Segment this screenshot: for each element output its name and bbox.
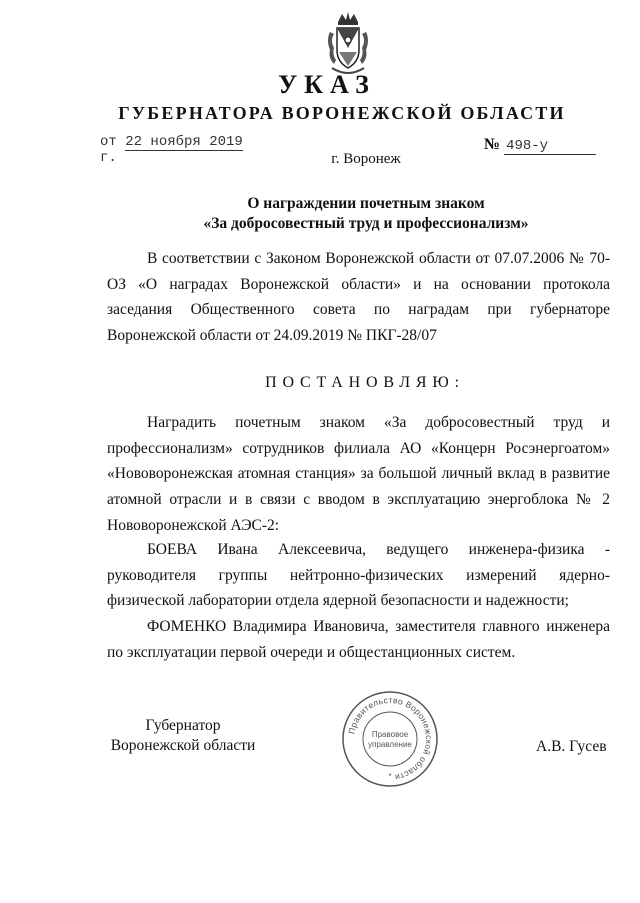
signatory-position-line-1: Губернатор: [145, 717, 221, 734]
stamp-star-icon: *: [388, 772, 392, 781]
stamp-center-line-1: Правовое: [371, 730, 409, 739]
date-suffix: г.: [100, 150, 117, 166]
subject-line-1: О награждении почетным знаком: [247, 195, 485, 212]
stamp-ring-text: Правительство Воронежской области: [346, 694, 435, 783]
awardee-2-text: ФОМЕНКО Владимира Ивановича, заместителя главного инженера по эксплуатации первой очереди и общестанционных систем.: [107, 618, 610, 661]
number-value: 498-у: [504, 138, 596, 155]
stamp-center-line-2: управление: [368, 740, 412, 749]
signatory-name: А.В. Гусев: [536, 738, 607, 755]
preamble-paragraph: [107, 246, 610, 349]
date-value: 22 ноября 2019: [125, 134, 243, 150]
award-paragraph: [107, 410, 610, 539]
signatory-position-line-2: Воронежской области: [110, 737, 256, 754]
official-stamp: [341, 690, 439, 788]
awardee-paragraph-1: [107, 537, 610, 614]
document-subtitle: ГУБЕРНАТОРА ВОРОНЕЖСКОЙ ОБЛАСТИ: [118, 103, 566, 123]
document-city: г. Воронеж: [331, 151, 401, 167]
decree-heading: ПОСТАНОВЛЯЮ:: [265, 374, 465, 391]
preamble-text: В соответствии с Законом Воронежской области от 07.07.2006 № 70-ОЗ «О наградах Воронежской области» и на основании протокола заседания Общественного совета по наградам при губернаторе Воронежской области от 24.09.2019 № ПКГ-28/07: [107, 250, 610, 345]
awardee-paragraph-2: [107, 614, 610, 665]
document-title: УКАЗ: [278, 70, 376, 99]
document-subject: [0, 194, 640, 234]
signatory-position: [108, 716, 258, 756]
subject-line-2: «За добросовестный труд и профессионализм»: [203, 215, 529, 232]
number-sign: №: [484, 136, 501, 153]
awardee-1-text: БОЕВА Ивана Алексеевича, ведущего инженера-физика - руководителя группы нейтронно-физических измерений ядерно-физической лаборатории отдела ядерной безопасности и надежности;: [107, 541, 610, 610]
award-text: Наградить почетным знаком «За добросовестный труд и профессионализм» сотрудников филиала АО «Концерн Росэнергоатом» «Нововоронежская атомная станция» за большой личный вклад в развитие атомной отрасли и в связи с вводом в эксплуатацию энергоблока № 2 Нововоронежской АЭС-2:: [107, 414, 610, 534]
date-prefix: от: [100, 134, 117, 150]
coat-of-arms-icon: [324, 10, 372, 78]
